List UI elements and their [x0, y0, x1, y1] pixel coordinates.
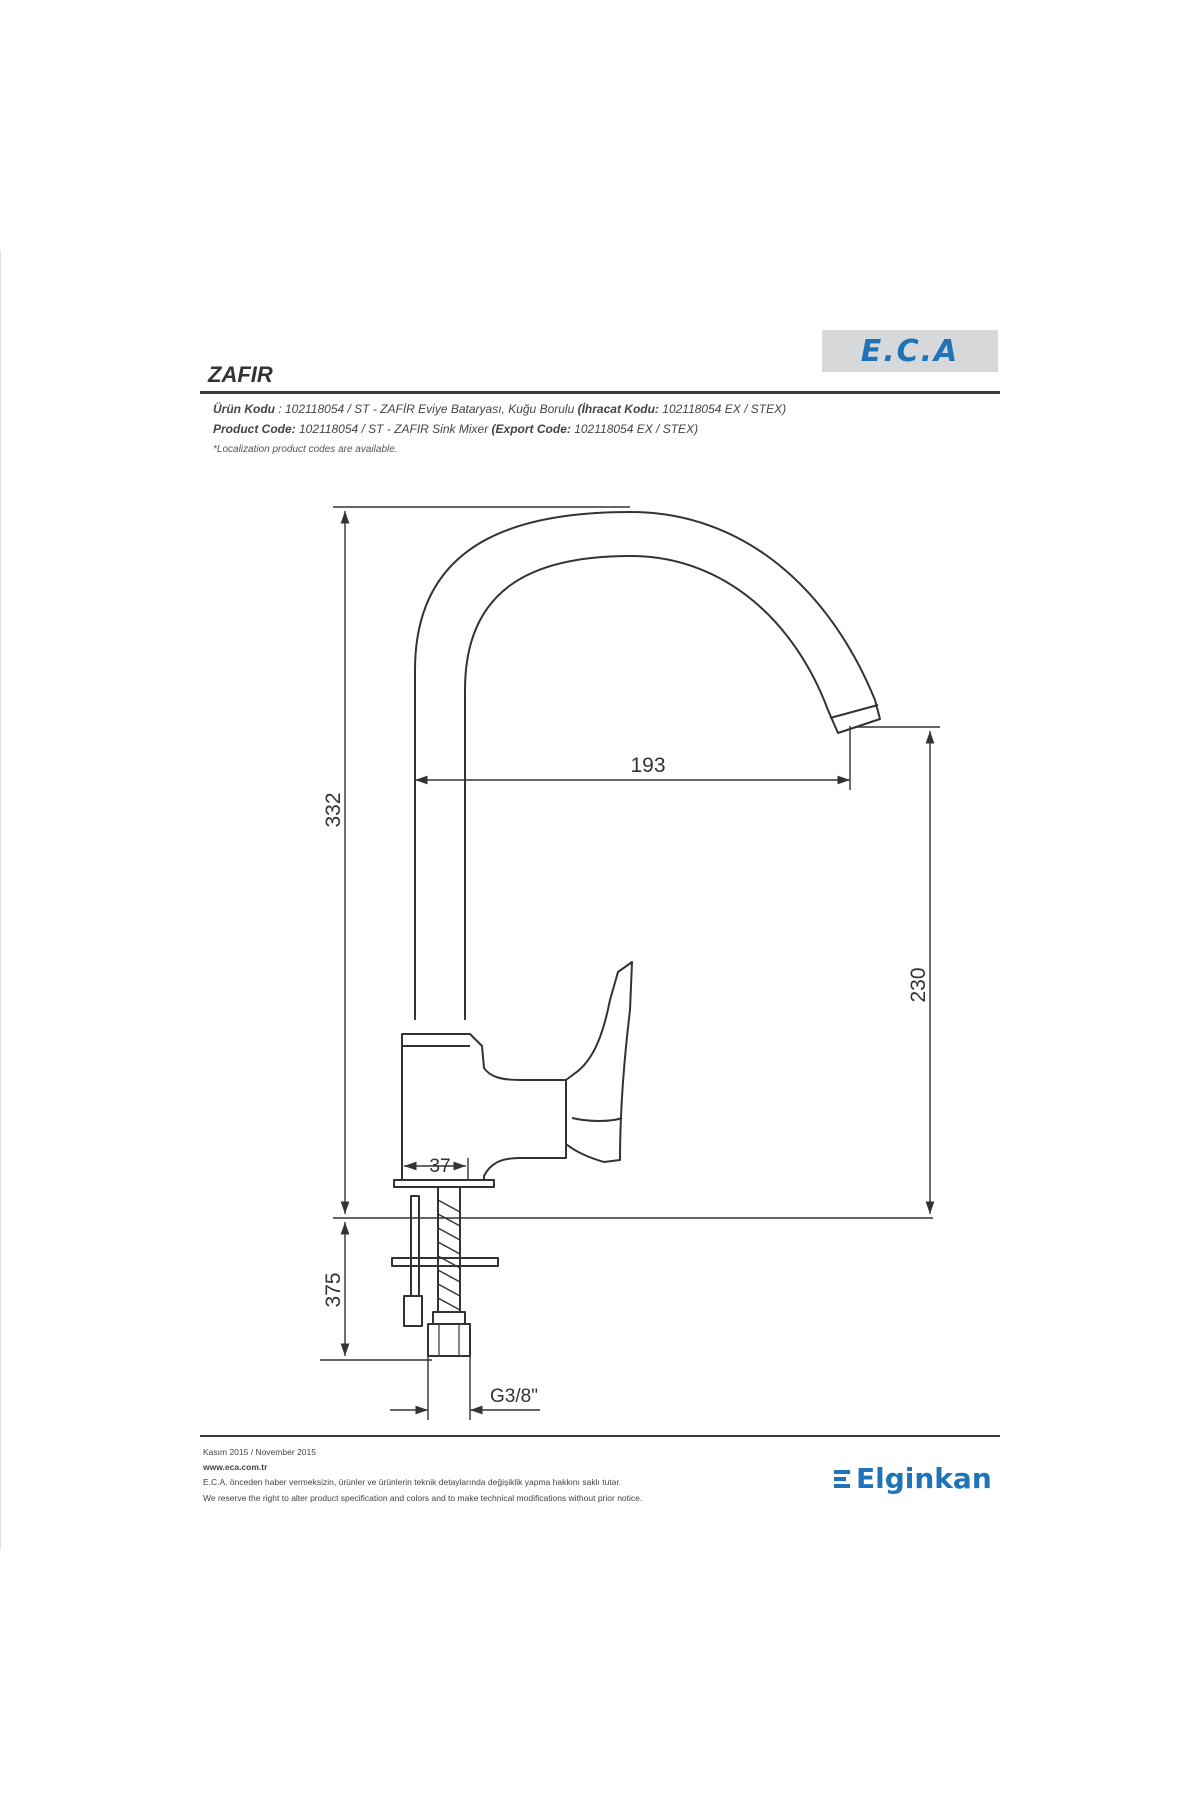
export-code-tr-label: (İhracat Kodu:	[577, 402, 659, 416]
dim-spout-height: 230	[907, 967, 930, 1003]
handle-detail	[572, 1118, 622, 1121]
dimension-labels	[322, 754, 930, 1407]
dim-body-width: 37	[429, 1156, 451, 1177]
footer-rule	[200, 1435, 1000, 1437]
elginkan-logo-text: Elginkan	[856, 1462, 992, 1495]
spout-inner	[465, 556, 828, 1020]
product-code-tr-label: Ürün Kodu	[213, 402, 275, 416]
dim-total-height: 332	[322, 792, 345, 828]
localization-note: *Localization product codes are available.	[213, 444, 398, 455]
base-plate	[394, 1180, 494, 1187]
footer-disclaimer-tr: E.C.A. önceden haber vermeksizin, ürünler ve ürünlerin teknik detaylarında değişiklik yapma hakkını saklı tutar.	[203, 1477, 622, 1487]
aerator-line	[830, 705, 878, 718]
export-code-en-label: (Export Code:	[491, 422, 571, 436]
footer-disclaimer-en: We reserve the right to alter product specification and colors and to make technical modifications without prior notice.	[203, 1493, 643, 1503]
fixing-rod	[411, 1196, 419, 1296]
elginkan-mark-icon	[834, 1470, 850, 1488]
dim-spout-reach: 193	[630, 754, 666, 777]
dim-thread: G3/8"	[490, 1386, 538, 1407]
small-nut	[404, 1296, 422, 1326]
product-title: ZAFIR	[208, 362, 273, 387]
dim-connection-length: 375	[322, 1272, 345, 1308]
export-code-en-value: 102118054 EX / STEX)	[570, 422, 699, 436]
hose-braid	[438, 1200, 460, 1310]
product-code-tr-value: : 102118054 / ST - ZAFİR Eviye Bataryası, Kuğu Borulu	[275, 402, 578, 416]
footer-date: Kasım 2015 / November 2015	[203, 1447, 316, 1457]
hose-ferrule	[433, 1312, 465, 1324]
faucet-outline	[392, 512, 880, 1356]
handle-lever	[566, 962, 632, 1162]
mixer-body	[402, 1034, 566, 1180]
connection-nut	[428, 1324, 470, 1356]
product-code-en-label: Product Code:	[213, 422, 296, 436]
elginkan-logo	[834, 1462, 992, 1495]
footer-website-link[interactable]: www.eca.com.tr	[203, 1462, 268, 1472]
product-code-en-value: 102118054 / ST - ZAFIR Sink Mixer	[295, 422, 492, 436]
eca-logo-text: E.C.A	[860, 333, 960, 369]
export-code-tr-value: 102118054 EX / STEX)	[658, 402, 787, 416]
